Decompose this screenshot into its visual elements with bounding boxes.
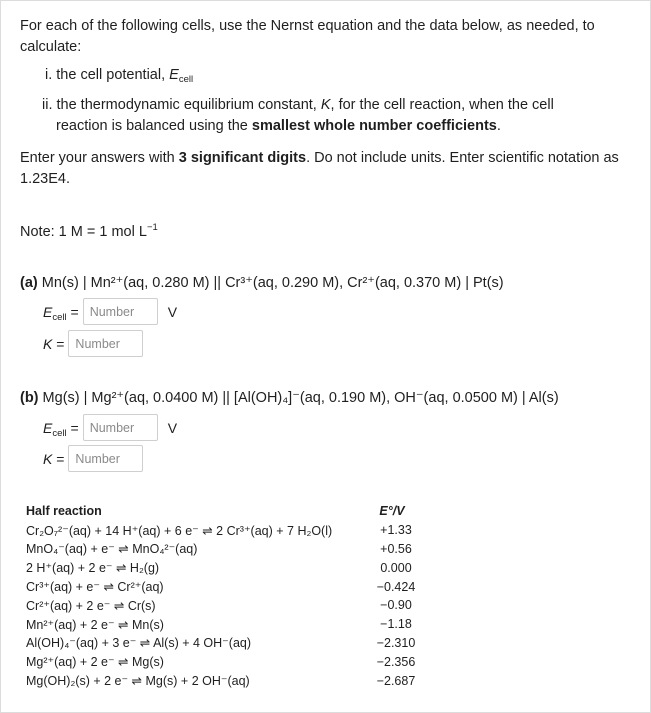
part-a-ecell-symbol: E <box>43 303 53 320</box>
part-a-k-input[interactable] <box>68 330 143 357</box>
half-reaction-cell: Mg(OH)₂(s) + 2 e⁻ ⇌ Mg(s) + 2 OH⁻(aq) <box>26 674 250 689</box>
part-b-cell-notation: Mg(s) | Mg²⁺(aq, 0.0400 M) || [Al(OH)₄]⁻(aq, 0.190 M), OH⁻(aq, 0.0500 M) | Al(s) <box>42 390 559 406</box>
part-b-ecell-input[interactable] <box>83 414 158 441</box>
part-a-ecell-label <box>43 303 79 323</box>
intro-text: For each of the following cells, use the Nernst equation and the data below, as needed, to calculate: <box>20 18 595 55</box>
table-row <box>26 634 426 653</box>
standard-potential-cell: +0.56 <box>380 541 412 556</box>
part-a-ecell-input[interactable] <box>83 298 158 325</box>
table-row <box>26 596 426 615</box>
ecell-symbol: E <box>169 67 179 83</box>
standard-potential-cell: +1.33 <box>380 523 412 538</box>
part-a-cell <box>20 273 504 294</box>
list-item-2-line2: reaction is balanced using the <box>56 118 252 134</box>
table-header-potential: E°/V <box>379 504 405 519</box>
half-reaction-cell: Cr₂O₇²⁻(aq) + 14 H⁺(aq) + 6 e⁻ ⇌ 2 Cr³⁺(aq) + 7 H₂O(l) <box>26 523 333 538</box>
table-row <box>26 615 426 634</box>
table-row <box>26 652 426 671</box>
part-a-label: (a) <box>20 275 38 291</box>
standard-potential-cell: −1.18 <box>380 617 412 632</box>
part-a-k-symbol: K <box>43 335 53 352</box>
half-reaction-cell: MnO₄⁻(aq) + e⁻ ⇌ MnO₄²⁻(aq) <box>26 542 198 557</box>
part-a-k-label: K = <box>43 335 65 352</box>
part-b-ecell-label <box>43 419 79 439</box>
note-text <box>20 222 158 243</box>
part-b-k-label: K = <box>43 450 65 467</box>
half-reaction-cell: Mn²⁺(aq) + 2 e⁻ ⇌ Mn(s) <box>26 617 164 632</box>
half-reaction-cell: Cr³⁺(aq) + e⁻ ⇌ Cr²⁺(aq) <box>26 580 164 595</box>
ecell-subscript: cell <box>178 74 194 85</box>
part-a-ecell-row <box>43 298 177 325</box>
part-b-k-row <box>43 445 143 472</box>
standard-potential-cell: −2.356 <box>376 654 416 669</box>
list-item-cell-potential <box>45 65 193 86</box>
k-symbol: K <box>320 97 331 113</box>
instructions-text <box>20 148 640 190</box>
half-reaction-cell: Al(OH)₄⁻(aq) + 3 e⁻ ⇌ Al(s) + 4 OH⁻(aq) <box>26 636 252 651</box>
table-row <box>26 521 426 540</box>
table-row <box>26 577 426 596</box>
half-reaction-cell: 2 H⁺(aq) + 2 e⁻ ⇌ H₂(g) <box>26 561 160 576</box>
list-item-2-end: . <box>496 118 501 134</box>
part-b-ecell-sub: cell <box>52 427 67 439</box>
part-a-cell-notation: Mn(s) | Mn²⁺(aq, 0.280 M) || Cr³⁺(aq, 0.290 M), Cr²⁺(aq, 0.370 M) | Pt(s) <box>41 275 504 291</box>
part-b-cell <box>20 388 559 409</box>
standard-potential-cell: −2.310 <box>376 635 416 650</box>
instructions-bold: 3 significant digits <box>178 150 307 166</box>
list-item-equilibrium-constant <box>42 95 612 137</box>
standard-potential-cell: −0.424 <box>376 579 416 594</box>
table-header-reaction: Half reaction <box>26 504 102 519</box>
part-b-ecell-row <box>43 414 177 441</box>
half-reaction-table <box>26 502 426 690</box>
list-item-2-text: ii. the thermodynamic equilibrium constant, <box>42 97 321 113</box>
half-reaction-cell: Mg²⁺(aq) + 2 e⁻ ⇌ Mg(s) <box>26 655 164 670</box>
half-reaction-table-grid <box>26 502 426 690</box>
part-a-ecell-equals: = <box>66 303 79 320</box>
part-b-ecell-equals: = <box>66 419 79 436</box>
table-row <box>26 558 426 577</box>
list-item-2-mid: , for the cell reaction, when the cell <box>330 97 554 113</box>
standard-potential-cell: 0.000 <box>380 560 412 575</box>
half-reaction-cell: Cr²⁺(aq) + 2 e⁻ ⇌ Cr(s) <box>26 598 156 613</box>
table-header-row <box>26 502 426 521</box>
part-a-ecell-unit: V <box>167 303 178 320</box>
part-a-ecell-sub: cell <box>52 311 67 323</box>
standard-potential-cell: −0.90 <box>380 598 412 613</box>
list-item-1-text: i. the cell potential, <box>45 67 170 83</box>
table-row <box>26 540 426 559</box>
note-main: Note: 1 M = 1 mol L <box>20 224 147 240</box>
table-row <box>26 671 426 690</box>
part-b-ecell-unit: V <box>167 419 178 436</box>
instructions-post: . Do not include units. Enter scientific notation as 1.23E4. <box>20 150 619 187</box>
part-b-k-input[interactable] <box>68 445 143 472</box>
standard-potential-cell: −2.687 <box>376 673 416 688</box>
part-b-label: (b) <box>20 390 39 406</box>
note-exponent: −1 <box>146 222 158 233</box>
part-b-ecell-symbol: E <box>43 419 53 436</box>
part-a-k-row <box>43 330 143 357</box>
list-item-2-bold: smallest whole number coefficients <box>251 118 497 134</box>
part-b-k-symbol: K <box>43 450 53 467</box>
instructions-pre: Enter your answers with <box>20 150 179 166</box>
